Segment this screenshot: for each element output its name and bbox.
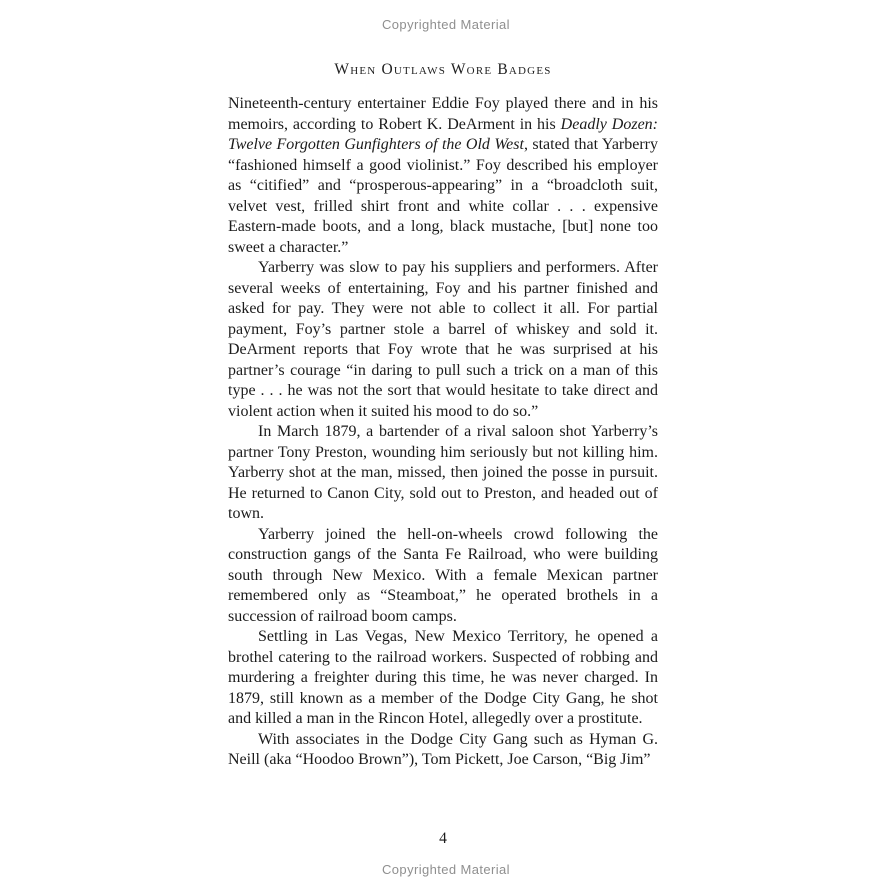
page-number: 4 — [439, 830, 447, 847]
paragraph — [228, 422, 658, 525]
text-run: Yarberry joined the hell-on-wheels crowd following the construction gangs of the Santa Fe Railroad, who were building south through New Mexico. With a female Mexican partner remembered only as “Steamboat,” he operated brothels in a succession of railroad boom camps. — [228, 525, 658, 625]
running-header: When Outlaws Wore Badges — [334, 61, 552, 78]
paragraph — [228, 94, 658, 258]
paragraph — [228, 627, 658, 730]
text-run: , stated that Yarberry “fashioned himself a good violinist.” Foy described his employer as “citified” and “prosperous-appearing” in a “broadcloth suit, velvet vest, frilled shirt front and white collar . . . expensive Eastern-made boots, and a long, black mustache, [but] none too sweet a character.” — [228, 136, 659, 256]
text-run: In March 1879, a bartender of a rival saloon shot Yarberry’s partner Tony Preston, wounding him seriously but not killing him. Yarberry shot at the man, missed, then joined the posse in pursuit. He returned to Canon City, sold out to Preston, and headed out of town. — [228, 423, 658, 522]
text-run: Nineteenth-century entertainer Eddie Foy played there and in his memoirs, according to Robert K. DeArment in his — [228, 95, 658, 133]
text-run: Yarberry was slow to pay his suppliers and performers. After several weeks of entertaining, Foy and his partner finished and asked for pay. They were not able to collect it all. For partial payment, Foy’s partner stole a barrel of whiskey and sold it. DeArment reports that Foy wrote that he was surprised at his partner’s courage “in daring to pull such a trick on a man of this type . . . he was not the sort that would hesitate to take direct and violent action when it suited his mood to do so.” — [228, 259, 658, 420]
paragraph — [228, 730, 658, 771]
copyright-watermark-top: Copyrighted Material — [382, 17, 510, 32]
text-run: Settling in Las Vegas, New Mexico Territory, he opened a brothel catering to the railroad workers. Suspected of robbing and murdering a freighter during this time, he was never charged. In 1879, still known as a member of the Dodge City Gang, he shot and killed a man in the Rincon Hotel, allegedly over a prostitute. — [228, 628, 658, 727]
body-text — [228, 94, 658, 771]
paragraph — [228, 258, 658, 422]
paragraph — [228, 525, 658, 628]
copyright-watermark-bottom: Copyrighted Material — [382, 862, 510, 877]
italic-text-run: Deadly Dozen: Twelve Forgotten Gunfighters of the Old West — [228, 115, 658, 153]
text-run: With associates in the Dodge City Gang such as Hyman G. Neill (aka “Hoodoo Brown”), Tom Pickett, Joe Carson, “Big Jim” — [228, 730, 658, 768]
